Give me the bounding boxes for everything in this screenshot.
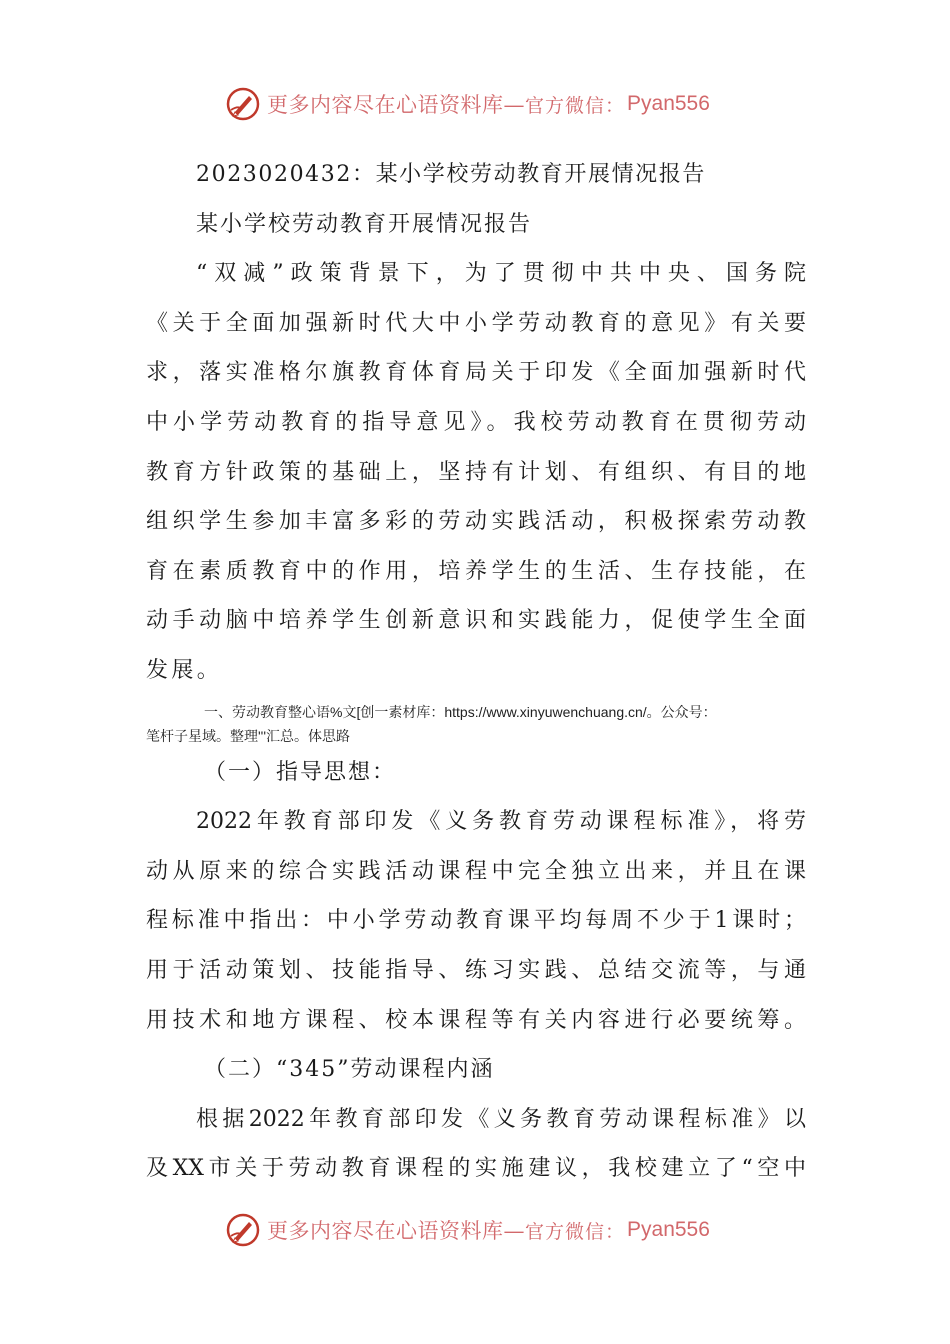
intro-line: 动手动脑中培养学生创新意识和实践能力，促使学生全面 — [146, 608, 806, 634]
section-heading: （二）“345”劳动课程内涵 — [204, 1057, 495, 1083]
intro-line: 发展。 — [146, 657, 223, 683]
banner-wechat-id: Pyan556 — [627, 1218, 710, 1241]
pen-logo-icon — [225, 86, 261, 122]
title-code: 2023020432：某小学校劳动教育开展情况报告 — [196, 162, 706, 187]
document-body — [146, 150, 806, 1194]
intro-line: 中小学劳动教育的指导意见》。我校劳动教育在贯彻劳动 — [146, 409, 806, 435]
section-line: 及XX市关于劳动教育课程的实施建议，我校建立了“空中 — [146, 1156, 806, 1182]
intro-line: 《关于全面加强新时代大中小学劳动教育的意见》有关要 — [146, 310, 806, 336]
intro-line: 求，落实准格尔旗教育体育局关于印发《全面加强新时代 — [146, 360, 806, 386]
intro-line: 教育方针政策的基础上，坚持有计划、有组织、有目的地 — [146, 459, 806, 485]
intro-line: 组织学生参加丰富多彩的劳动实践活动，积极探索劳动教 — [146, 509, 806, 535]
intro-line: 育在素质教育中的作用，培养学生的生活、生存技能，在 — [146, 558, 806, 584]
section-line: 2022年教育部印发《义务教育劳动课程标准》，将劳 — [196, 809, 806, 835]
page-title: 某小学校劳动教育开展情况报告 — [196, 211, 533, 237]
source-note: 一、劳动教育整心语%文[创一素材库：https://www.xinyuwenchuang.cn/。公众号： — [204, 703, 717, 720]
pen-logo-icon — [225, 1212, 261, 1248]
section-line: 动从原来的综合实践活动课程中完全独立出来，并且在课 — [146, 858, 806, 884]
header-banner[interactable] — [225, 84, 745, 124]
section-line: 用于活动策划、技能指导、练习实践、总结交流等，与通 — [146, 957, 806, 983]
banner-wechat-label: 官方微信： — [525, 1220, 626, 1243]
section-line: 程标准中指出：中小学劳动教育课平均每周不少于1课时； — [146, 908, 806, 934]
source-note: 笔杆子星域。整理'''汇总。体思路 — [146, 727, 351, 744]
footer-banner[interactable] — [225, 1210, 745, 1250]
banner-wechat-label: 官方微信： — [525, 94, 626, 117]
section-line: 用技术和地方课程、校本课程等有关内容进行必要统筹。 — [146, 1007, 806, 1033]
banner-text: 更多内容尽在心语资料库— — [267, 93, 525, 117]
intro-line: “双减”政策背景下，为了贯彻中共中央、国务院 — [196, 261, 806, 287]
banner-wechat-id: Pyan556 — [627, 92, 710, 115]
banner-text: 更多内容尽在心语资料库— — [267, 1219, 525, 1243]
section-heading: （一）指导思想： — [204, 759, 397, 785]
section-line: 根据2022年教育部印发《义务教育劳动课程标准》以 — [196, 1106, 806, 1132]
